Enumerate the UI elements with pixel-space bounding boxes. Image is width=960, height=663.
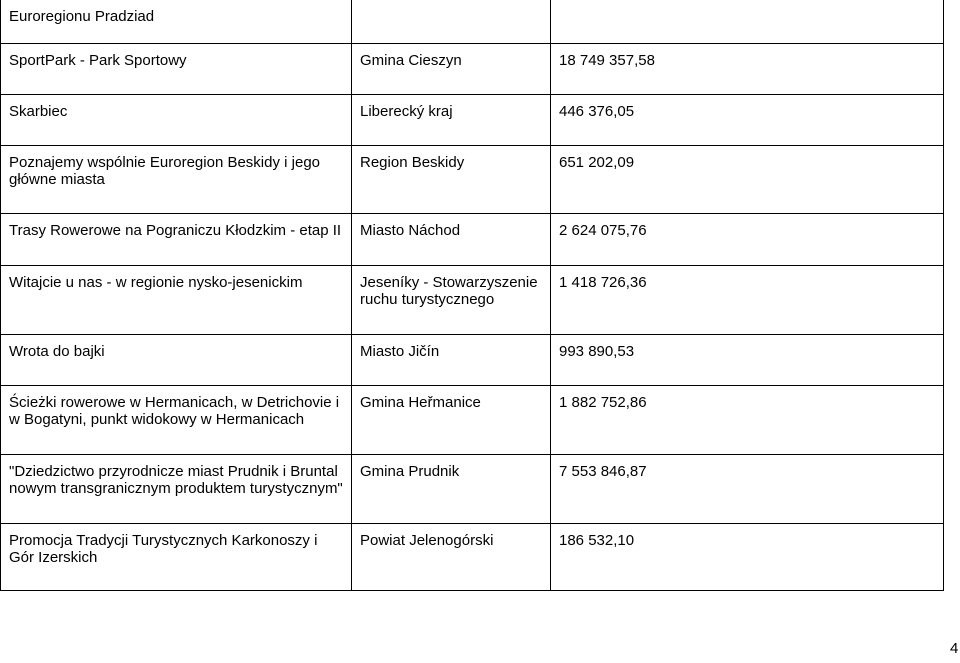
project-name-cell: Euroregionu Pradziad bbox=[1, 0, 352, 44]
amount-cell: 993 890,53 bbox=[551, 335, 944, 386]
partner-cell: Gmina Cieszyn bbox=[352, 44, 551, 95]
table-row bbox=[1, 146, 944, 214]
amount-cell: 1 882 752,86 bbox=[551, 386, 944, 455]
amount-cell: 1 418 726,36 bbox=[551, 266, 944, 335]
table-row bbox=[1, 266, 944, 335]
partner-cell: Jeseníky - Stowarzyszenie ruchu turystycznego bbox=[352, 266, 551, 335]
amount-cell: 7 553 846,87 bbox=[551, 455, 944, 524]
project-name-cell: Wrota do bajki bbox=[1, 335, 352, 386]
partner-cell: Gmina Prudnik bbox=[352, 455, 551, 524]
partner-cell: Gmina Heřmanice bbox=[352, 386, 551, 455]
amount-cell: 2 624 075,76 bbox=[551, 214, 944, 266]
amount-cell: 18 749 357,58 bbox=[551, 44, 944, 95]
table-row bbox=[1, 214, 944, 266]
project-name-cell: SportPark - Park Sportowy bbox=[1, 44, 352, 95]
table-row bbox=[1, 524, 944, 591]
partner-cell: Powiat Jelenogórski bbox=[352, 524, 551, 591]
project-name-cell: Skarbiec bbox=[1, 95, 352, 146]
table-row bbox=[1, 335, 944, 386]
partner-cell: Liberecký kraj bbox=[352, 95, 551, 146]
project-name-cell: Witajcie u nas - w regionie nysko-jesenickim bbox=[1, 266, 352, 335]
amount-cell: 651 202,09 bbox=[551, 146, 944, 214]
project-name-cell: Promocja Tradycji Turystycznych Karkonoszy i Gór Izerskich bbox=[1, 524, 352, 591]
amount-cell: 186 532,10 bbox=[551, 524, 944, 591]
amount-cell: 446 376,05 bbox=[551, 95, 944, 146]
partner-cell: Region Beskidy bbox=[352, 146, 551, 214]
project-name-cell: Poznajemy wspólnie Euroregion Beskidy i jego główne miasta bbox=[1, 146, 352, 214]
partner-cell: Miasto Náchod bbox=[352, 214, 551, 266]
partner-cell: Miasto Jičín bbox=[352, 335, 551, 386]
partner-cell bbox=[352, 0, 551, 44]
table-row bbox=[1, 95, 944, 146]
project-name-cell: "Dziedzictwo przyrodnicze miast Prudnik i Bruntal nowym transgranicznym produktem turystycznym" bbox=[1, 455, 352, 524]
project-name-cell: Trasy Rowerowe na Pograniczu Kłodzkim - etap II bbox=[1, 214, 352, 266]
table-row bbox=[1, 455, 944, 524]
table-row bbox=[1, 0, 944, 44]
table-row bbox=[1, 44, 944, 95]
amount-cell bbox=[551, 0, 944, 44]
table-row bbox=[1, 386, 944, 455]
page-number: 4 bbox=[950, 640, 959, 657]
project-name-cell: Ścieżki rowerowe w Hermanicach, w Detrichovie i w Bogatyni, punkt widokowy w Hermanicach bbox=[1, 386, 352, 455]
